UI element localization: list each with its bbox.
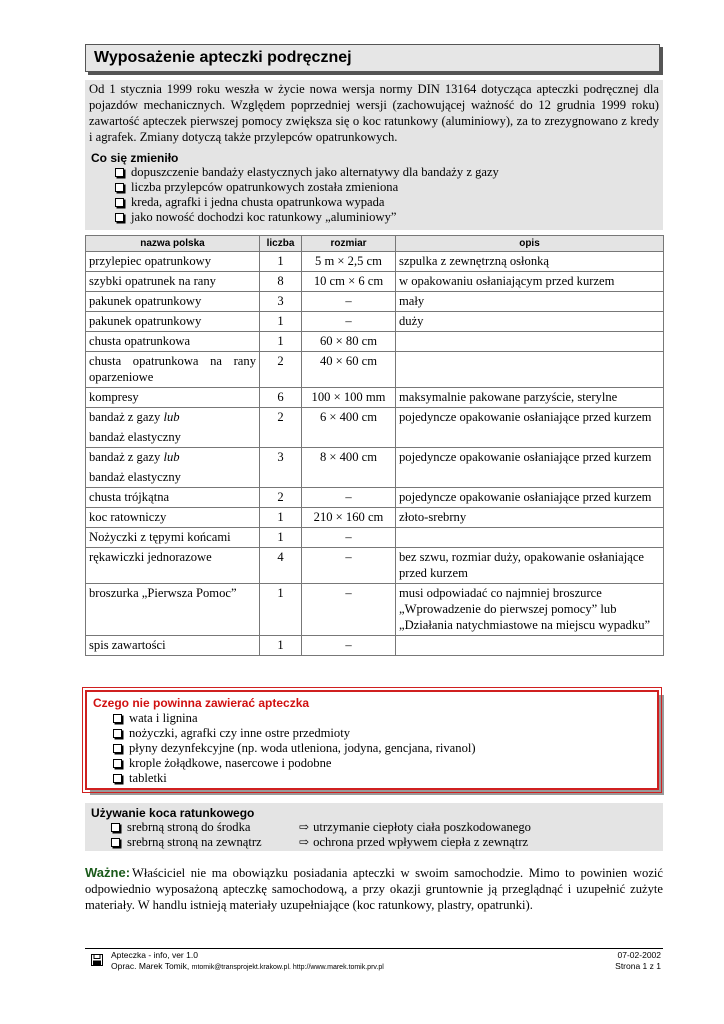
cell-description: maksymalnie pakowane parzyście, sterylne (396, 388, 664, 408)
cell-count: 8 (260, 272, 302, 292)
cell-size: 210 × 160 cm (302, 508, 396, 528)
cell-name: przylepiec opatrunkowy (86, 252, 260, 272)
cell-size: 8 × 400 cm (302, 448, 396, 488)
cell-description: pojedyncze opakowanie osłaniające przed kurzem (396, 448, 664, 488)
table-row (86, 352, 664, 388)
footer-date: 07-02-2002 (617, 950, 661, 960)
cell-size: – (302, 636, 396, 656)
cell-description (396, 528, 664, 548)
cell-description (396, 352, 664, 388)
cell-name: bandaż z gazy lub bandaż elastyczny (86, 448, 260, 488)
cell-description: szpulka z zewnętrzną osłonką (396, 252, 664, 272)
table-row (86, 252, 664, 272)
cell-size: 6 × 400 cm (302, 408, 396, 448)
cell-count: 1 (260, 584, 302, 636)
cell-description: mały (396, 292, 664, 312)
intro-paragraph: Od 1 stycznia 1999 roku weszła w życie nowa wersja normy DIN 13164 dotycząca apteczki podręcznej dla pojazdów mechanicznych. Względem poprzedniej wersji (zachowującej ważność do 12 grudnia 1999 roku) zawartość apteczek pierwszej pomocy zwiększa się o koc ratunkowy (aluminiowy), za to zrezygnowano z kredy i agrafek. Zmiany dotyczą także przylepców opatrunkowych. (89, 82, 659, 144)
cell-size: – (302, 528, 396, 548)
not-allowed-section (85, 690, 659, 790)
blanket-usage-section (85, 803, 663, 851)
column-header-count: liczba (260, 236, 302, 252)
cell-description: pojedyncze opakowanie osłaniające przed kurzem (396, 408, 664, 448)
table-row (86, 548, 664, 584)
cell-description: bez szwu, rozmiar duży, opakowanie osłaniające przed kurzem (396, 548, 664, 584)
cell-count: 2 (260, 352, 302, 388)
important-note (85, 865, 663, 913)
footer-divider (85, 948, 663, 949)
cell-size: – (302, 312, 396, 332)
cell-count: 1 (260, 636, 302, 656)
checkbox-bullet-icon (113, 744, 122, 753)
cell-description (396, 332, 664, 352)
table-row (86, 408, 664, 448)
checkbox-bullet-icon (115, 213, 124, 222)
footer-left (111, 950, 384, 973)
list-item: jako nowość dochodzi koc ratunkowy „aluminiowy” (115, 210, 659, 225)
table-body (86, 252, 664, 656)
table-header-row (86, 236, 664, 252)
column-header-size: rozmiar (302, 236, 396, 252)
checkbox-bullet-icon (113, 759, 122, 768)
cell-size: – (302, 292, 396, 312)
table-row (86, 388, 664, 408)
cell-description: złoto-srebrny (396, 508, 664, 528)
table-row (86, 448, 664, 488)
cell-name: kompresy (86, 388, 260, 408)
footer-right (615, 950, 661, 972)
cell-count: 2 (260, 488, 302, 508)
checkbox-bullet-icon (115, 183, 124, 192)
list-item: nożyczki, agrafki czy inne ostre przedmioty (113, 726, 651, 741)
cell-count: 1 (260, 312, 302, 332)
important-text: Właściciel nie ma obowiązku posiadania apteczki w swoim samochodzie. Mimo to powinien wozić odpowiednio wyposażoną apteczkę samochodową, a przy okazji gruntownie ją przeglądnąć i uzupełnić zużyte materiały. W handlu istnieją materiały uzupełniające (koc ratunkowy, plastry, opatrunki). (85, 866, 663, 912)
hollow-arrow-icon: ⇨ (299, 820, 310, 834)
list-item: dopuszczenie bandaży elastycznych jako alternatywy dla bandaży z gazy (115, 165, 659, 180)
cell-name: rękawiczki jednorazowe (86, 548, 260, 584)
footer (85, 950, 663, 974)
changes-list (89, 165, 659, 225)
cell-count: 3 (260, 292, 302, 312)
checkbox-bullet-icon (111, 823, 120, 832)
list-item: liczba przylepców opatrunkowych została zmieniona (115, 180, 659, 195)
cell-description: w opakowaniu osłaniającym przed kurzem (396, 272, 664, 292)
page-title: Wyposażenie apteczki podręcznej (94, 49, 352, 66)
cell-description (396, 636, 664, 656)
table-row (86, 312, 664, 332)
checkbox-bullet-icon (113, 774, 122, 783)
cell-name: Nożyczki z tępymi końcami (86, 528, 260, 548)
cell-name: chusta trójkątna (86, 488, 260, 508)
table-row (86, 292, 664, 312)
cell-description: musi odpowiadać co najmniej broszurce „Wprowadzenie do pierwszej pomocy” lub „Działania natychmiastowe na miejscu wypadku” (396, 584, 664, 636)
cell-size: 60 × 80 cm (302, 332, 396, 352)
table-row (86, 528, 664, 548)
list-item: wata i lignina (113, 711, 651, 726)
blanket-heading: Używanie koca ratunkowego (91, 806, 255, 820)
blanket-row: srebrną stroną do środka ⇨ utrzymanie ciepłoty ciała poszkodowanego (91, 820, 657, 835)
table-row (86, 332, 664, 352)
cell-name: chusta opatrunkowa na rany oparzeniowe (86, 352, 260, 388)
floppy-disk-icon (91, 954, 103, 966)
cell-count: 1 (260, 528, 302, 548)
title-box (85, 44, 660, 72)
cell-size: 5 m × 2,5 cm (302, 252, 396, 272)
cell-count: 1 (260, 252, 302, 272)
changes-heading: Co się zmieniło (91, 151, 179, 165)
checkbox-bullet-icon (113, 729, 122, 738)
checkbox-bullet-icon (111, 838, 120, 847)
cell-count: 6 (260, 388, 302, 408)
intro-section (85, 80, 663, 230)
column-header-description: opis (396, 236, 664, 252)
footer-page: Strona 1 z 1 (615, 961, 661, 971)
checkbox-bullet-icon (113, 714, 122, 723)
list-item: kreda, agrafki i jedna chusta opatrunkowa wypada (115, 195, 659, 210)
cell-size: 100 × 100 mm (302, 388, 396, 408)
cell-name: koc ratowniczy (86, 508, 260, 528)
cell-count: 3 (260, 448, 302, 488)
cell-count: 2 (260, 408, 302, 448)
cell-name: chusta opatrunkowa (86, 332, 260, 352)
checkbox-bullet-icon (115, 168, 124, 177)
footer-contact: mtomik@transprojekt.krakow.pl. http://www.marek.tomik.prv.pl (191, 964, 384, 971)
not-allowed-heading: Czego nie powinna zawierać apteczka (93, 696, 310, 710)
not-allowed-list (93, 711, 651, 786)
cell-name: broszurka „Pierwsza Pomoc” (86, 584, 260, 636)
column-header-name: nazwa polska (86, 236, 260, 252)
cell-size: 10 cm × 6 cm (302, 272, 396, 292)
cell-size: – (302, 488, 396, 508)
cell-name: bandaż z gazy lub bandaż elastyczny (86, 408, 260, 448)
cell-description: duży (396, 312, 664, 332)
footer-doc: Apteczka - info, ver 1.0 (111, 950, 198, 960)
table-row (86, 636, 664, 656)
list-item: tabletki (113, 771, 651, 786)
list-item: płyny dezynfekcyjne (np. woda utleniona, jodyna, gencjana, rivanol) (113, 741, 651, 756)
table-row (86, 488, 664, 508)
first-aid-items-table (85, 235, 664, 656)
list-item: krople żołądkowe, nasercowe i podobne (113, 756, 651, 771)
table-row (86, 508, 664, 528)
cell-count: 1 (260, 508, 302, 528)
table-row (86, 272, 664, 292)
cell-count: 1 (260, 332, 302, 352)
cell-name: pakunek opatrunkowy (86, 292, 260, 312)
footer-author: Oprac. Marek Tomik, (111, 961, 190, 971)
blanket-row: srebrną stroną na zewnątrz ⇨ ochrona przed wpływem ciepła z zewnątrz (91, 835, 657, 850)
cell-size: – (302, 548, 396, 584)
checkbox-bullet-icon (115, 198, 124, 207)
cell-size: 40 × 60 cm (302, 352, 396, 388)
hollow-arrow-icon: ⇨ (299, 835, 310, 849)
cell-name: szybki opatrunek na rany (86, 272, 260, 292)
cell-description: pojedyncze opakowanie osłaniające przed kurzem (396, 488, 664, 508)
cell-count: 4 (260, 548, 302, 584)
cell-size: – (302, 584, 396, 636)
important-label: Ważne: (85, 865, 131, 880)
cell-name: pakunek opatrunkowy (86, 312, 260, 332)
table-row (86, 584, 664, 636)
cell-name: spis zawartości (86, 636, 260, 656)
